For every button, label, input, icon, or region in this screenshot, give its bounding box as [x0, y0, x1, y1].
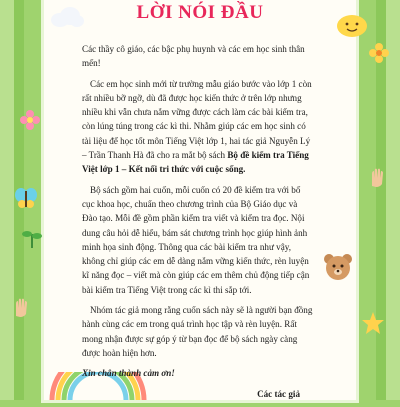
paragraph-2: Bộ sách gồm hai cuốn, mỗi cuốn có 20 đề kiểm tra với bố cục khoa học, chuẩn theo chương trình của Bộ Giáo dục và Đào tạo. Mỗi đề gồm phần kiểm tra viết và kiểm tra đọc. Nội dung câu hỏi dễ hiểu, bám sát chương trình học giúp hình ảnh minh họa sinh động. Thông qua các bài kiểm tra như vậy, không chỉ giúp các em dễ dàng nắm vững kiến thức, rèn luyện kĩ năng đọc – viết mà còn giúp các em thêm chủ động tiếp cận bài kiểm tra Tiếng Việt trong các kì thi sắp tới. — [82, 184, 310, 295]
plant-icon — [20, 226, 44, 248]
book-title: Bộ đề kiểm tra Tiếng Việt lớp 1 – Kết nối tri thức với cuộc sống. — [82, 150, 309, 175]
signature: Các tác giả — [257, 388, 300, 399]
page-title: LỜI NÓI ĐẦU — [136, 2, 264, 23]
left-stripe-outer — [0, 0, 14, 400]
hand-icon — [366, 166, 388, 188]
paragraph-1-text: Các em học sinh mới từ trường mẫu giáo bước vào lớp 1 còn rất nhiều bỡ ngỡ, dù đã được học kiến thức ở trên lớp nhưng nhiều khi vẫn chưa nắm vững được cách làm các bài kiểm tra, còn lúng túng trong các kì thi. Nhằm giúp các em học sinh có tài liệu để học tốt môn Tiếng Việt lớp 1, hai tác giả Nguyễn Lý – Trần Thanh Hà đã cho ra mắt bộ sách — [82, 78, 312, 161]
preface-body — [82, 42, 314, 407]
butterfly-icon — [14, 186, 38, 210]
paragraph-1 — [82, 77, 314, 177]
hand-icon — [10, 296, 32, 318]
flower-icon — [20, 110, 40, 130]
greeting: Các thầy cô giáo, các bậc phụ huynh và các em học sinh thân mến! — [82, 44, 305, 69]
paragraph-3: Nhóm tác giả mong rằng cuốn sách này sẽ là người bạn đồng hành cùng các em trong quá trình học tập và rèn luyện. Rất mong nhận được sự góp ý từ bạn đọc để bộ sách ngày càng được hoàn hiện hơn. — [82, 305, 313, 358]
flower-icon — [368, 42, 390, 64]
star-icon — [360, 310, 386, 336]
bear-icon — [320, 250, 356, 286]
thanks-line: Xin chân thành cảm ơn! — [82, 368, 175, 379]
